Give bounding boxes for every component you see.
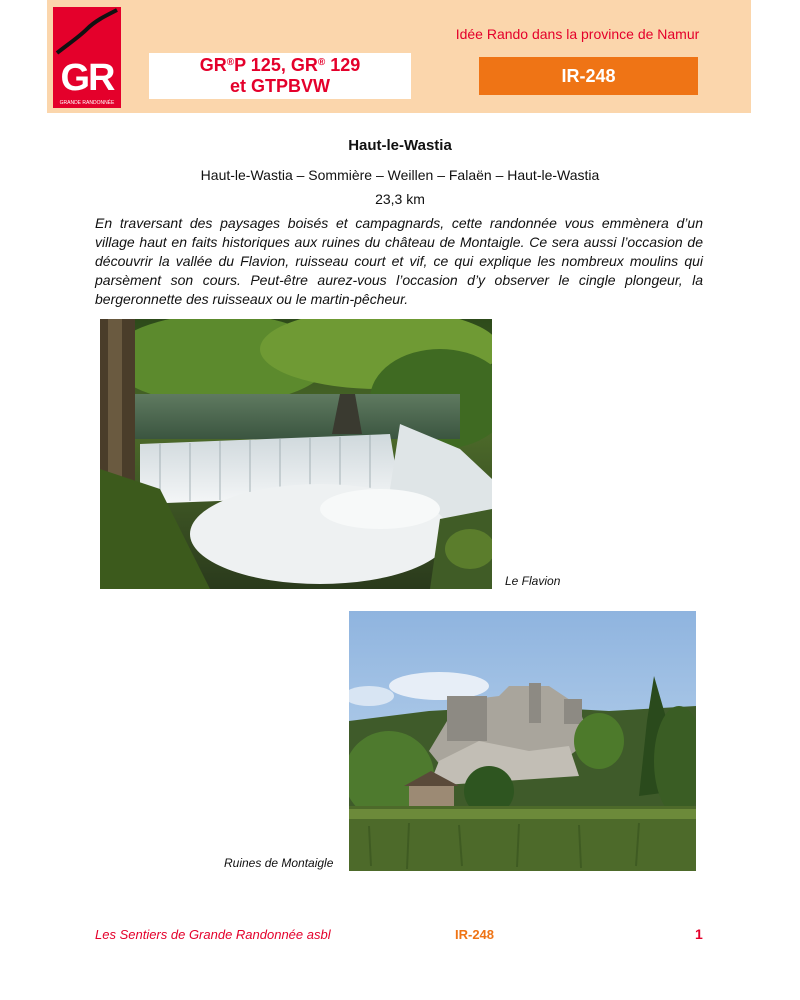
trail-title-line2: et GTPBVW <box>229 76 330 96</box>
trail-title-box <box>149 53 411 99</box>
photo-caption-flavion: Le Flavion <box>505 574 561 588</box>
footer-organization: Les Sentiers de Grande Randonnée asbl <box>95 927 331 942</box>
footer-route-code: IR-248 <box>455 927 495 942</box>
page-title: Haut-le-Wastia <box>348 137 452 154</box>
logo-subtext: GRANDE RANDONNÉE <box>59 100 115 106</box>
logo-text: GR <box>60 57 114 99</box>
trail-title-line1: GR®P 125, GR® 129 <box>199 55 361 75</box>
gr-logo <box>53 7 121 108</box>
page-number: 1 <box>695 926 703 942</box>
photo-flavion <box>100 319 492 589</box>
header-tagline: Idée Rando dans la province de Namur <box>455 26 700 42</box>
photo-caption-montaigle: Ruines de Montaigle <box>224 856 334 870</box>
route-distance: 23,3 km <box>375 191 425 207</box>
intro-paragraph: En traversant des paysages boisés et campagnards, cette randonnée vous emmènera d’un village haut en faits historiques aux ruines du château de Montaigle. Ce sera aussi l’occasion de découvrir la vallée du Flavion, ruisseau court et vif, ce qui explique les nombreux moulins qui parsèment son cours. Peut-être aurez-vous l’occasion d’y observer le cingle plongeur, la bergeronnette des ruisseaux ou le martin-pêcheur. <box>95 215 703 307</box>
route-code-badge: IR-248 <box>479 57 698 95</box>
photo-montaigle <box>349 611 696 871</box>
route-description: Haut-le-Wastia – Sommière – Weillen – Falaën – Haut-le-Wastia <box>200 167 600 183</box>
